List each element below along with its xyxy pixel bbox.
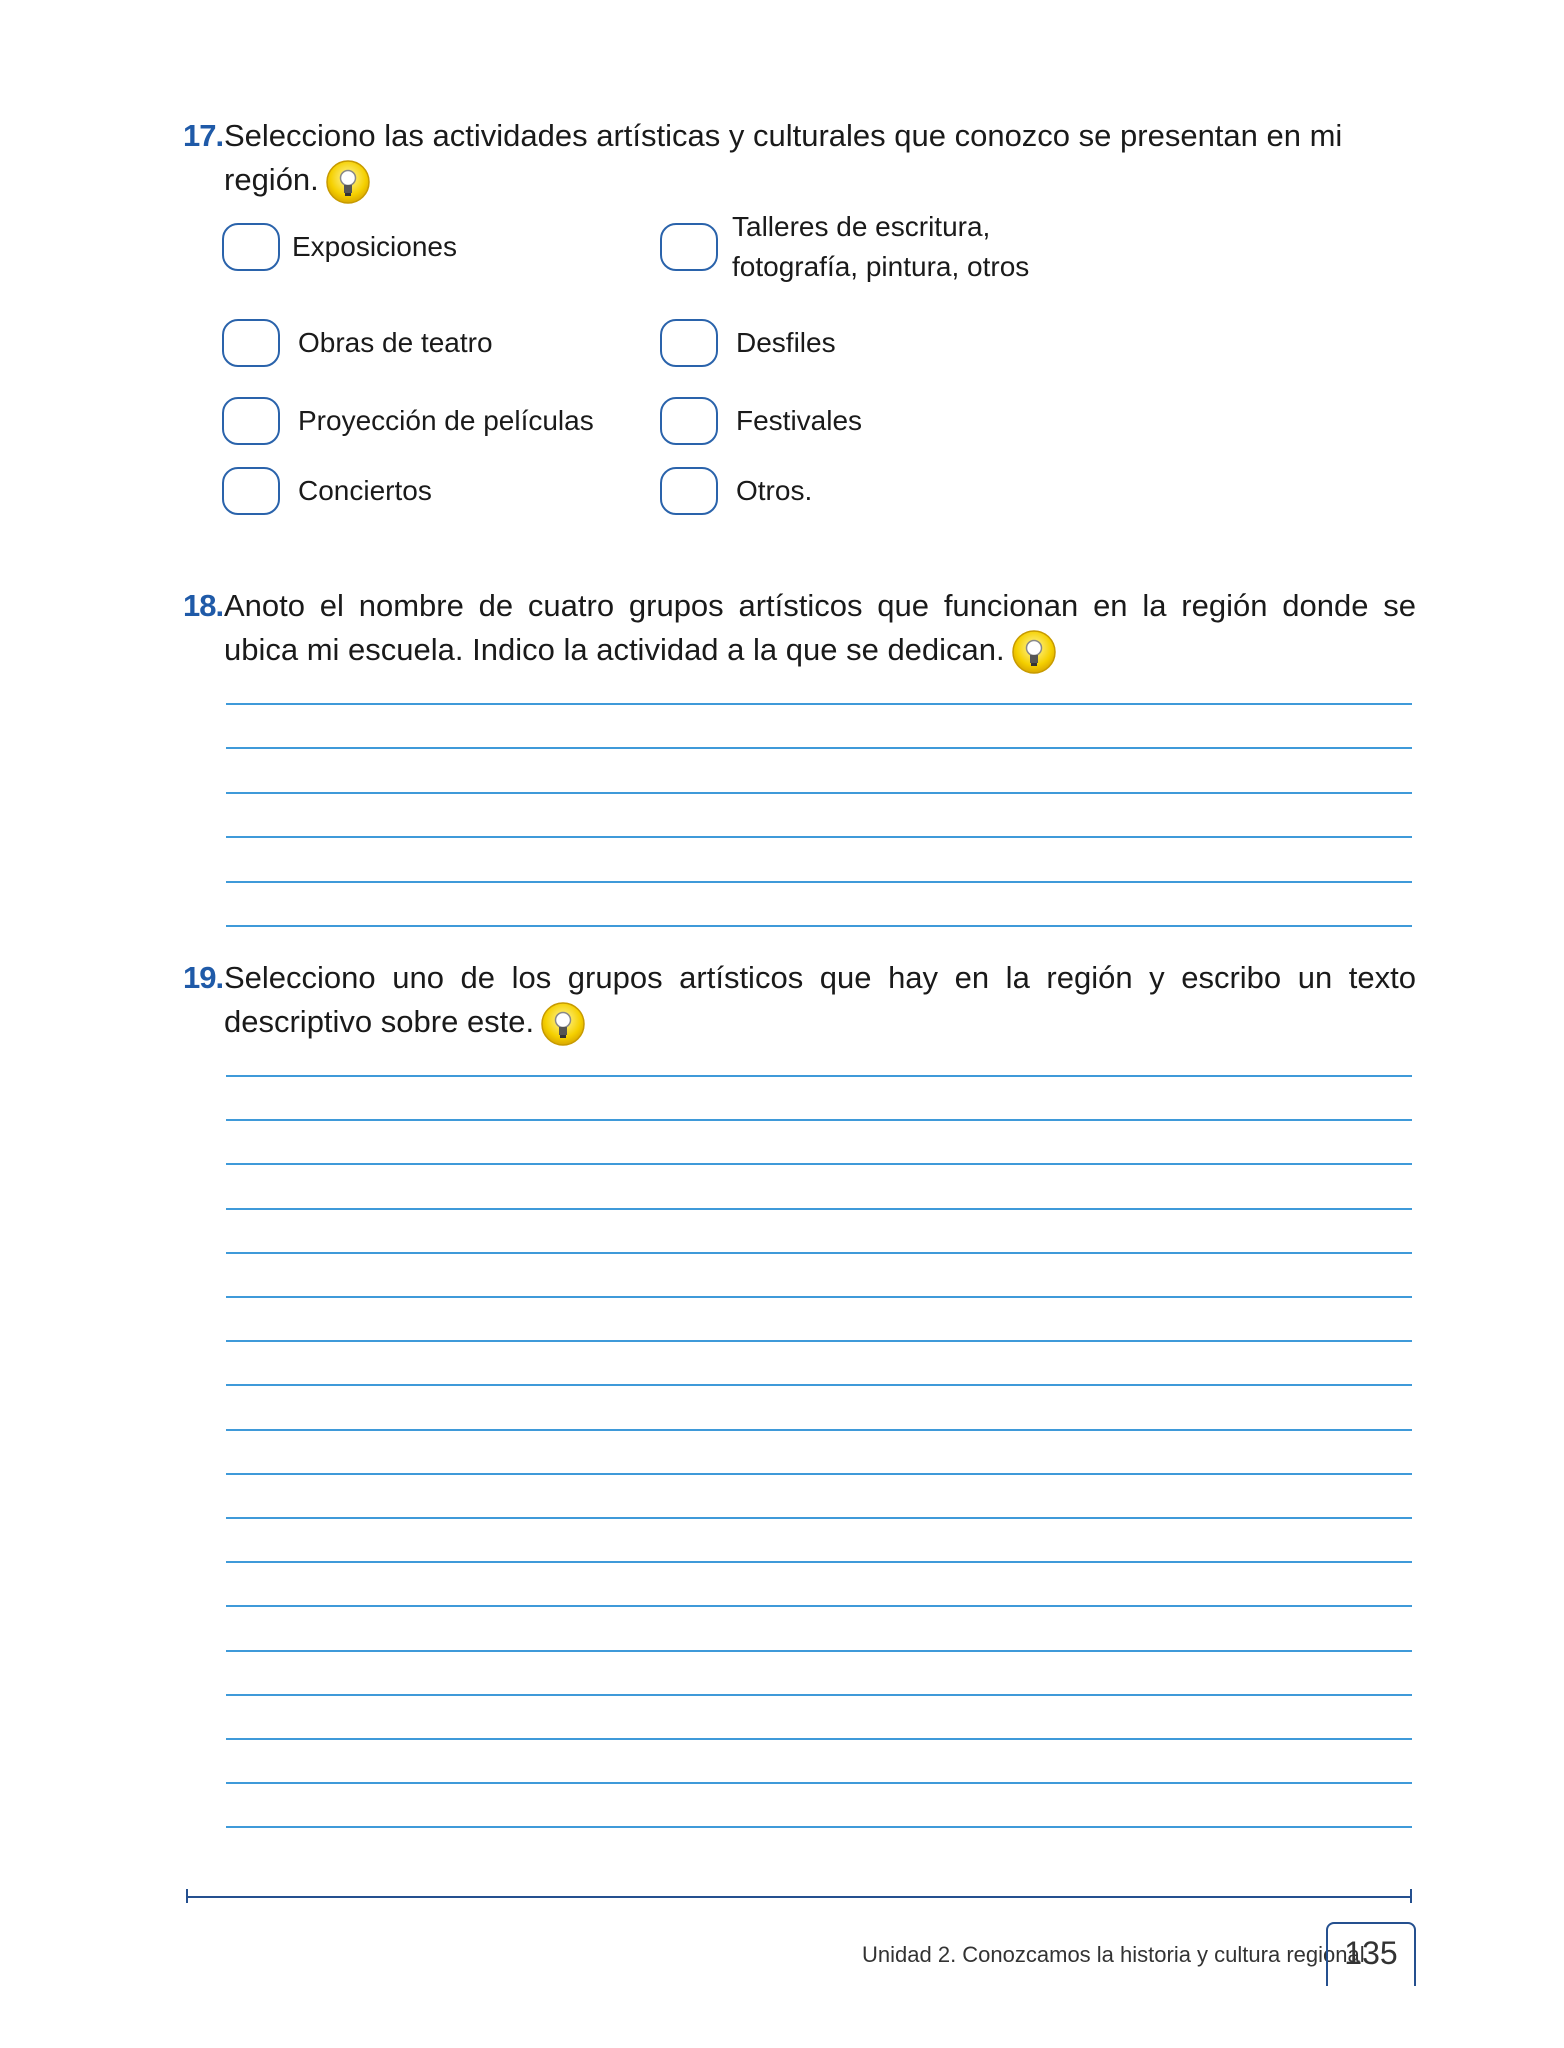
option-otros[interactable] (660, 464, 812, 518)
question-19 (183, 956, 1416, 1047)
option-label: Conciertos (298, 475, 432, 506)
checkbox[interactable] (660, 467, 718, 515)
lightbulb-icon (325, 159, 371, 205)
option-label: Festivales (736, 405, 863, 436)
lightbulb-icon (1011, 629, 1057, 675)
writing-line[interactable] (226, 1296, 1412, 1298)
writing-line[interactable] (226, 1163, 1412, 1165)
writing-line[interactable] (226, 1208, 1412, 1210)
option-proyeccion-de-peliculas[interactable] (222, 394, 594, 448)
checkbox[interactable] (660, 397, 718, 445)
option-festivales[interactable] (660, 394, 862, 448)
writing-line[interactable] (226, 1826, 1412, 1828)
footer-divider-tick (186, 1889, 188, 1903)
writing-line[interactable] (226, 747, 1412, 749)
unit-title: Unidad 2. Conozcamos la historia y cultura regional (862, 1942, 1365, 1967)
writing-line[interactable] (226, 925, 1412, 927)
footer-divider (186, 1896, 1412, 1898)
writing-line[interactable] (226, 1561, 1412, 1563)
question-text: Selecciono uno de los grupos artísticos que hay en la región y escribo un texto descriptivo sobre este. (224, 960, 1416, 1039)
question-number: 18. (183, 588, 224, 623)
checkbox[interactable] (660, 319, 718, 367)
writing-line[interactable] (226, 1384, 1412, 1386)
option-label: Talleres de escritura, fotografía, pintura, otros (732, 211, 1030, 282)
writing-line[interactable] (226, 1252, 1412, 1254)
lightbulb-icon (540, 1001, 586, 1047)
writing-line[interactable] (226, 792, 1412, 794)
writing-line[interactable] (226, 703, 1412, 705)
page-number: 135 (1326, 1922, 1416, 1986)
checkbox[interactable] (222, 319, 280, 367)
option-conciertos[interactable] (222, 464, 432, 518)
option-talleres[interactable] (660, 205, 1112, 289)
option-desfiles[interactable] (660, 316, 836, 370)
option-obras-de-teatro[interactable] (222, 316, 493, 370)
checkbox[interactable] (222, 397, 280, 445)
option-label: Desfiles (736, 327, 836, 358)
writing-line[interactable] (226, 1738, 1412, 1740)
option-label: Exposiciones (292, 231, 457, 262)
writing-line[interactable] (226, 1340, 1412, 1342)
option-label: Proyección de películas (298, 405, 594, 436)
writing-line[interactable] (226, 1517, 1412, 1519)
question-number: 17. (183, 118, 224, 153)
option-label: Obras de teatro (298, 327, 493, 358)
question-text: Selecciono las actividades artísticas y culturales que conozco se presentan en mi región. (224, 118, 1343, 197)
question-number: 19. (183, 960, 224, 995)
writing-line[interactable] (226, 836, 1412, 838)
writing-line[interactable] (226, 1782, 1412, 1784)
question-17 (183, 114, 1416, 205)
question-18 (183, 584, 1416, 675)
writing-line[interactable] (226, 1650, 1412, 1652)
footer-divider-tick (1410, 1889, 1412, 1903)
writing-line[interactable] (226, 1605, 1412, 1607)
checkbox[interactable] (222, 223, 280, 271)
writing-line[interactable] (226, 1473, 1412, 1475)
writing-line[interactable] (226, 881, 1412, 883)
writing-line[interactable] (226, 1694, 1412, 1696)
checkbox[interactable] (660, 223, 718, 271)
option-label: Otros. (736, 475, 813, 506)
writing-line[interactable] (226, 1075, 1412, 1077)
checkbox[interactable] (222, 467, 280, 515)
option-exposiciones[interactable] (222, 220, 457, 274)
question-text: Anoto el nombre de cuatro grupos artísticos que funcionan en la región donde se ubica mi escuela. Indico la actividad a la que se dedican. (224, 588, 1416, 667)
writing-line[interactable] (226, 1119, 1412, 1121)
writing-line[interactable] (226, 1429, 1412, 1431)
